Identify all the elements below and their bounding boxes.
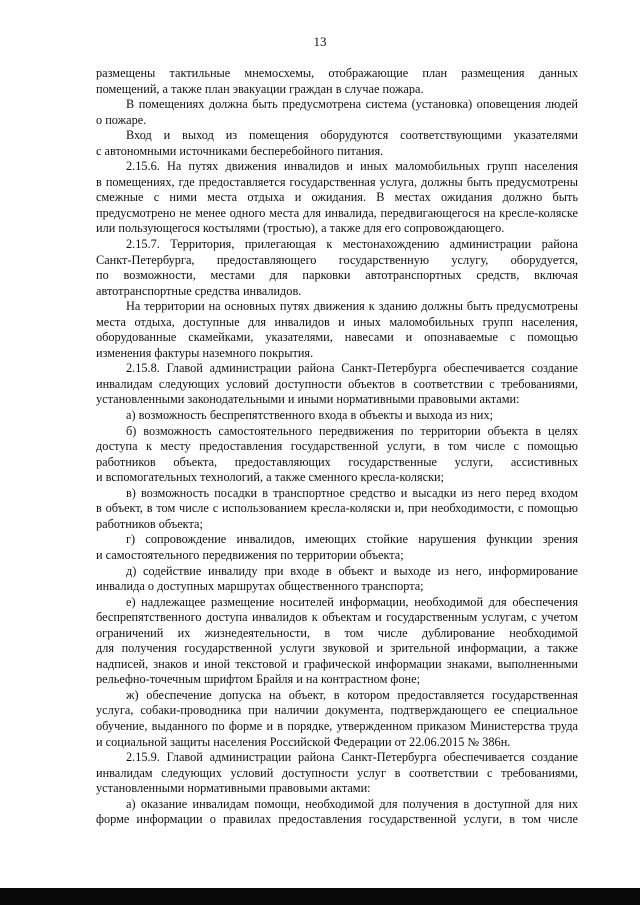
text-line: работников объекта; [96, 516, 203, 531]
text-line: инвалидам следующих условий доступности услуг в соответствии с требованиями, [96, 765, 578, 780]
text-line: оборудованные скамейками, указателями, навесами и опознаваемые с помощью [96, 330, 578, 345]
text-line: установленными нормативными правовыми актами: [96, 781, 371, 796]
text-line: а) оказание инвалидам помощи, необходимой для получения в доступной для них [126, 796, 578, 811]
text-line: услуга, собаки-проводника при наличии документа, подтверждающего ее специальное [96, 703, 578, 718]
text-line: На территории на основных путях движения к зданию должны быть предусмотрены [126, 299, 578, 314]
text-line: обучение, выданного по форме и в порядке, утвержденном приказом Министерства труда [96, 718, 578, 733]
scan-edge-band [0, 888, 640, 905]
text-line: смежные с ними места отдыха и ожидания. В местах ожидания должно быть [96, 190, 578, 205]
text-line: доступа к месту предоставления государственной услуги, в том числе с помощью [96, 439, 578, 454]
text-line: и вспомогательных технологий, а также сменного кресла-коляски; [96, 470, 445, 485]
text-line: г) сопровождение инвалидов, имеющих стойкие нарушения функции зрения [126, 532, 578, 547]
text-line: ж) обеспечение допуска на объект, в котором предоставляется государственная [126, 687, 578, 702]
text-line: в объект, в том числе с использованием кресла-коляски и, при необходимости, с помощью [96, 501, 578, 516]
page-number: 13 [313, 34, 327, 49]
text-line: инвалида о доступных маршрутах общественного транспорта; [96, 579, 424, 594]
text-line: для получения государственной услуги звуковой и зрительной информации, а также [96, 641, 578, 656]
text-line: 2.15.7. Территория, прилегающая к местонахождению администрации района [126, 237, 578, 252]
text-line: или пользующегося костылями (тростью), а также для его сопровождающего. [96, 221, 505, 236]
document-body [96, 66, 578, 828]
text-line: о пожаре. [96, 112, 147, 127]
text-line: В помещениях должна быть предусмотрена система (установка) оповещения людей [126, 97, 578, 112]
text-line: и самостоятельного передвижения по территории объекта; [96, 547, 404, 562]
text-line: с автономными источниками бесперебойного питания. [96, 143, 384, 158]
text-line: размещены тактильные мнемосхемы, отображающие план размещения данных [96, 66, 578, 80]
text-line: рельефно-точечным шрифтом Брайля и на контрастном фоне; [96, 672, 421, 687]
text-line: Вход и выход из помещения оборудуются соответствующими указателями [126, 128, 578, 143]
text-line: б) возможность самостоятельного передвижения по территории объекта в целях [126, 423, 578, 438]
text-line: д) содействие инвалиду при входе в объект и выходе из него, информирование [126, 563, 578, 578]
text-line: автотранспортные средства инвалидов. [96, 283, 302, 298]
text-line: е) надлежащее размещение носителей информации, необходимой для обеспечения [126, 594, 578, 609]
text-line: изменения фактуры наземного покрытия. [96, 345, 314, 360]
text-line: в помещениях, где предоставляется государственная услуга, должны быть предусмотрены [96, 174, 578, 189]
text-line: установленными законодательными и иными нормативными правовыми актами: [96, 392, 520, 407]
text-line: 2.15.6. На путях движения инвалидов и иных маломобильных групп населения [126, 159, 578, 174]
text-line: помещений, а также план эвакуации граждан в случае пожара. [96, 81, 424, 96]
text-line: надписей, знаков и иной текстовой и графической информации знаками, выполненными [96, 656, 578, 671]
text-line: инвалидам следующих условий доступности объектов в соответствии с требованиями, [96, 376, 578, 391]
text-line: предусмотрено не менее одного места для инвалида, передвигающегося на кресле-коляске [96, 205, 578, 220]
text-line: работников объекта, предоставляющих государственные услуги, ассистивных [96, 454, 578, 469]
text-line: а) возможность беспрепятственного входа в объекты и выхода из них; [126, 408, 494, 423]
text-line: в) возможность посадки в транспортное средство и высадки из него перед входом [126, 485, 578, 500]
text-line: 2.15.8. Главой администрации района Санкт-Петербурга обеспечивается создание [126, 361, 578, 376]
text-line: и социальной защиты населения Российской Федерации от 22.06.2015 № 386н. [96, 734, 511, 749]
text-line: форме информации о правилах предоставления государственной услуги, в том числе [96, 812, 578, 827]
text-line: 2.15.9. Главой администрации района Санкт-Петербурга обеспечивается создание [126, 750, 578, 765]
text-line: ограничений их жизнедеятельности, в том числе дублирование необходимой [96, 625, 578, 640]
text-line: по возможности, местами для парковки автотранспортных средств, включая [96, 268, 578, 283]
text-line: Санкт-Петербурга, предоставляющего государственную услугу, оборудуется, [96, 252, 578, 267]
text-line: беспрепятственного доступа инвалидов к объектам и государственным услугам, с учетом [96, 610, 578, 625]
text-line: места отдыха, доступные для инвалидов и иных маломобильных групп населения, [96, 314, 578, 329]
